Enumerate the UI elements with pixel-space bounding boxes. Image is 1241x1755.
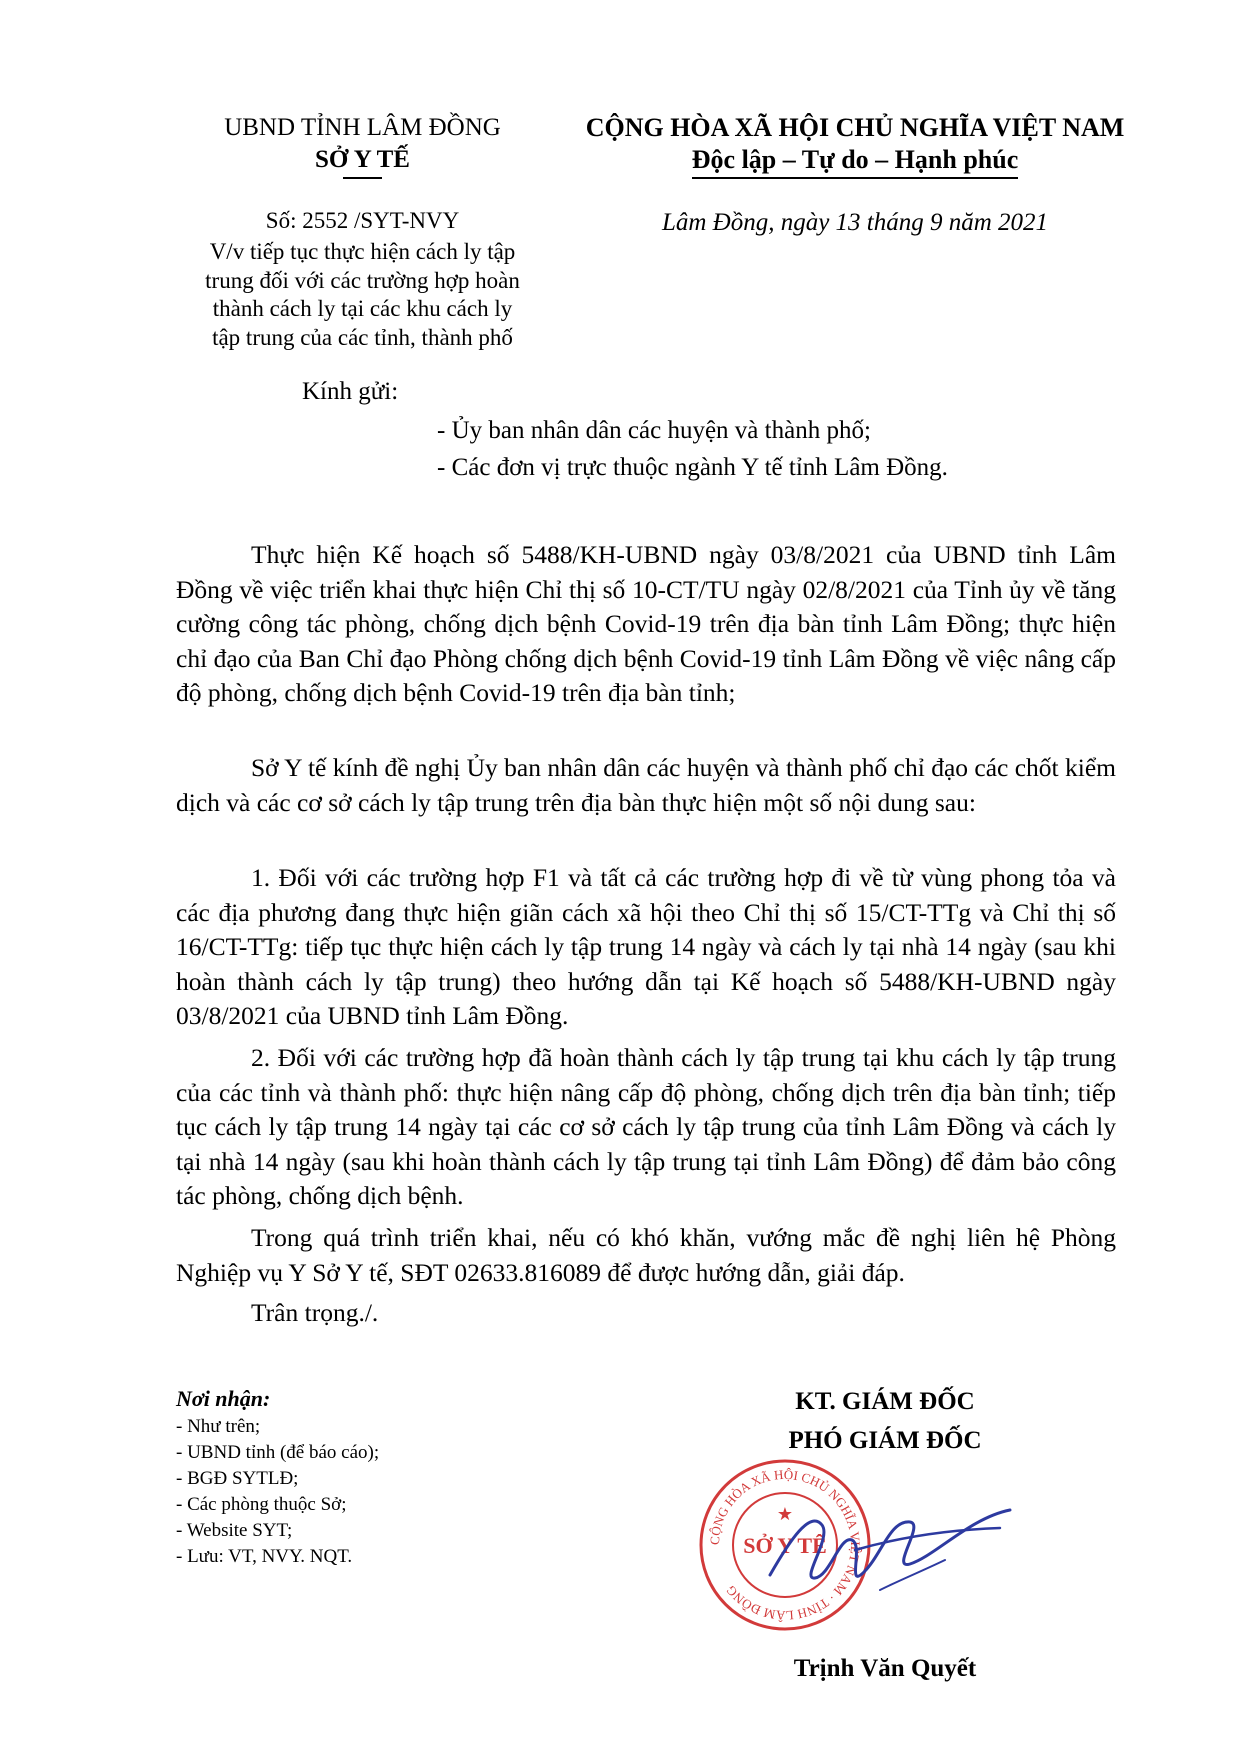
receiver-item: - Như trên; xyxy=(176,1416,261,1437)
national-title xyxy=(560,112,1150,176)
receiver-item: - Website SYT; xyxy=(176,1520,293,1541)
signer-role: KT. GIÁM ĐỐC xyxy=(795,1388,975,1415)
national-motto: Độc lập – Tự do – Hạnh phúc xyxy=(691,145,1019,174)
subject-line: trung đối với các trường hợp hoàn xyxy=(205,267,520,293)
body-paragraph: 1. Đối với các trường hợp F1 và tất cả các trường hợp đi về từ vùng phong tỏa và các địa phương đang thực hiện giãn cách xã hội theo Chỉ thị số 15/CT-TTg và Chỉ thị số 16/CT-TTg: tiếp tục thực hiện cách ly tập trung 14 ngày và cách ly tại nhà 14 ngày (sau khi hoàn thành cách ly tập trung) theo hướng dẫn tại Kế hoạch số 5488/KH-UBND ngày 03/8/2021 của UBND tỉnh Lâm Đồng. xyxy=(176,863,1116,1030)
signer-name: Trịnh Văn Quyết xyxy=(793,1655,977,1682)
body-paragraph: 2. Đối với các trường hợp đã hoàn thành cách ly tập trung tại khu cách ly tập trung của các tỉnh và thành phố: thực hiện nâng cấp độ phòng, chống dịch trên địa bàn tỉnh; tiếp tục cách ly tập trung 14 ngày tại các cơ sở cách ly tập trung của tỉnh Lâm Đồng và cách ly tại nhà 14 ngày (sau khi hoàn thành cách ly tập trung tại tỉnh Lâm Đồng) để đảm bảo công tác phòng, chống dịch bệnh. xyxy=(176,1043,1116,1210)
receiver-item: - Các phòng thuộc Sở; xyxy=(176,1494,347,1515)
issuing-agency xyxy=(185,112,540,176)
signature-block xyxy=(690,1382,1080,1460)
body-paragraph: Sở Y tế kính đề nghị Ủy ban nhân dân các huyện và thành phố chỉ đạo các chốt kiểm dịch và các cơ sở cách ly tập trung trên địa bàn thực hiện một số nội dung sau: xyxy=(176,753,1116,817)
stamp-center-text: SỞ Y TẾ xyxy=(743,1533,827,1558)
subject-line: thành cách ly tại các khu cách ly xyxy=(212,296,513,321)
document-number: Số: 2552 /SYT-NVY xyxy=(265,208,460,233)
stamp-ring-text: CỘNG HÒA XÃ HỘI CHỦ NGHĨA VIỆT NAM · TỈNH LÂM ĐỒNG xyxy=(706,1466,864,1624)
receivers-list xyxy=(176,1384,596,1570)
document-subject xyxy=(185,238,540,352)
addressee-item: - Ủy ban nhân dân các huyện và thành phố; xyxy=(437,417,871,444)
receivers-title: Nơi nhận: xyxy=(176,1386,271,1411)
signer-title: PHÓ GIÁM ĐỐC xyxy=(788,1427,982,1454)
addressee-item: - Các đơn vị trực thuộc ngành Y tế tỉnh Lâm Đồng. xyxy=(437,454,948,481)
handwritten-signature xyxy=(760,1480,1025,1610)
body-paragraph: Trong quá trình triển khai, nếu có khó khăn, vướng mắc đề nghị liên hệ Phòng Nghiệp vụ Y Sở Y tế, SĐT 02633.816089 để được hướng dẫn, giải đáp. xyxy=(176,1223,1116,1287)
place-and-date: Lâm Đồng, ngày 13 tháng 9 năm 2021 xyxy=(661,209,1049,236)
closing-phrase: Trân trọng./. xyxy=(251,1298,379,1327)
subject-line: tập trung của các tỉnh, thành phố xyxy=(212,324,513,350)
receiver-item: - Lưu: VT, NVY. NQT. xyxy=(176,1546,353,1567)
stamp-star-icon: ★ xyxy=(776,1504,794,1524)
receiver-item: - UBND tỉnh (để báo cáo); xyxy=(176,1442,380,1463)
receiver-item: - BGĐ SYTLĐ; xyxy=(176,1468,299,1489)
department-name: SỞ Y TẾ xyxy=(315,144,410,176)
addressee-label: Kính gửi: xyxy=(302,378,399,405)
body-paragraph: Thực hiện Kế hoạch số 5488/KH-UBND ngày 03/8/2021 của UBND tỉnh Lâm Đồng về việc triển khai thực hiện Chỉ thị số 10-CT/TU ngày 02/8/2021 của Tỉnh ủy về tăng cường công tác phòng, chống dịch bệnh Covid-19 trên địa bàn tỉnh Lâm Đồng; thực hiện chỉ đạo của Ban Chỉ đạo Phòng chống dịch bệnh Covid-19 tỉnh Lâm Đồng về việc nâng cấp độ phòng, chống dịch bệnh Covid-19 trên địa bàn tỉnh; xyxy=(176,540,1116,707)
country-name: CỘNG HÒA XÃ HỘI CHỦ NGHĨA VIỆT NAM xyxy=(585,113,1125,142)
subject-line: V/v tiếp tục thực hiện cách ly tập xyxy=(209,239,516,264)
parent-organization: UBND TỈNH LÂM ĐỒNG xyxy=(224,114,501,141)
